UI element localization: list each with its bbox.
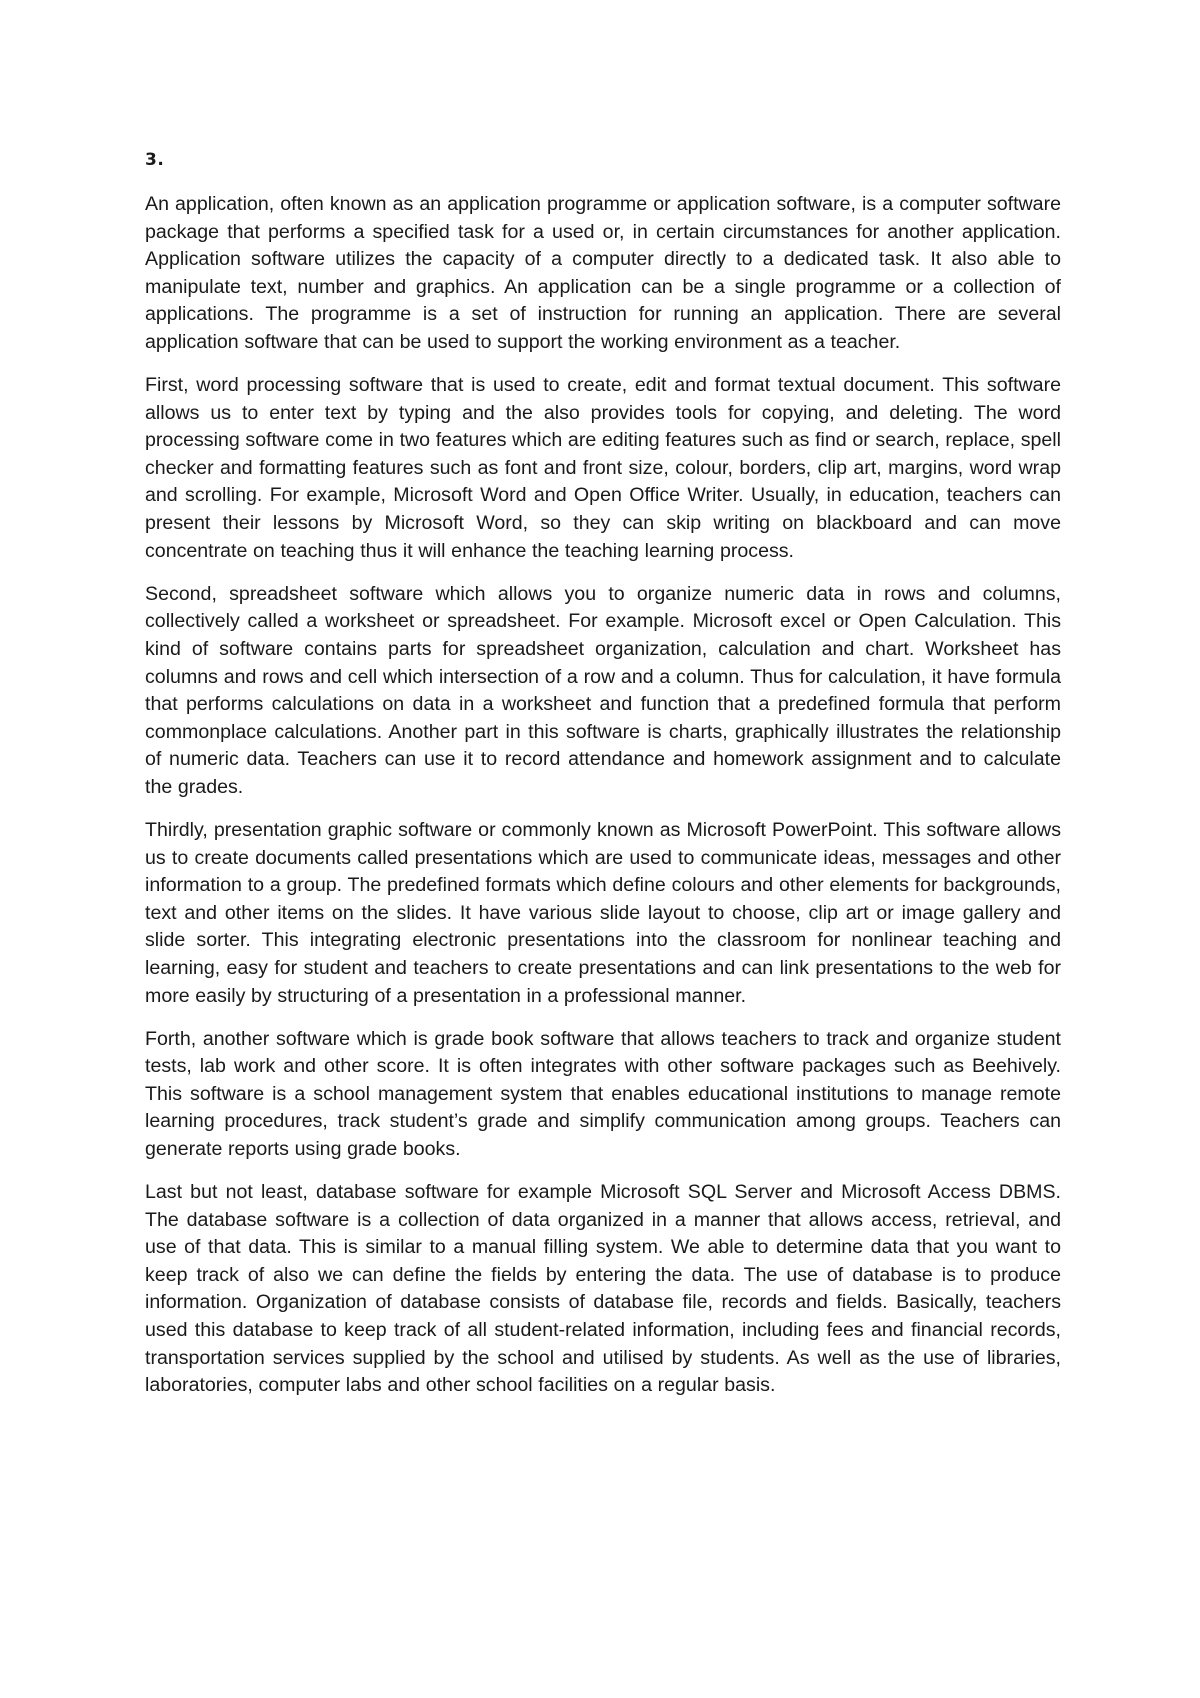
paragraph-grade-book: Forth, another software which is grade book software that allows teachers to track and organize student tests, lab work and other score. It is often integrates with other software packages such as Beehively. This software is a school management system that enables educational institutions to manage remote learning procedures, track student’s grade and simplify communication among groups. Teachers can generate reports using grade books. bbox=[145, 1027, 1061, 1160]
paragraph-spreadsheet: Second, spreadsheet software which allows you to organize numeric data in rows and columns, collectively called a worksheet or spreadsheet. For example. Microsoft excel or Open Calculation. This kind of software contains parts for spreadsheet organization, calculation and chart. Worksheet has columns and rows and cell which intersection of a row and a column. Thus for calculation, it have formula that performs calculations on data in a worksheet and function that a predefined formula that perform commonplace calculations. Another part in this software is charts, graphically illustrates the relationship of numeric data. Teachers can use it to record attendance and homework assignment and to calculate the grades. bbox=[145, 582, 1061, 798]
paragraph-word-processing: First, word processing software that is used to create, edit and format textual document. This software allows us to enter text by typing and the also provides tools for copying, and deleting. The word processing software come in two features which are editing features such as find or search, replace, spell checker and formatting features such as font and front size, colour, borders, clip art, margins, word wrap and scrolling. For example, Microsoft Word and Open Office Writer. Usually, in education, teachers can present their lessons by Microsoft Word, so they can skip writing on blackboard and can move concentrate on teaching thus it will enhance the teaching learning process. bbox=[145, 374, 1061, 562]
paragraph-intro: An application, often known as an application programme or application software, is a computer software package that performs a specified task for a used or, in certain circumstances for another application. Application software utilizes the capacity of a computer directly to a dedicated task. It also able to manipulate text, number and graphics. An application can be a single programme or a collection of applications. The programme is a set of instruction for running an application. There are several application software that can be used to support the working environment as a teacher. bbox=[145, 193, 1061, 353]
paragraph-presentation: Thirdly, presentation graphic software or commonly known as Microsoft PowerPoint. This software allows us to create documents called presentations which are used to communicate ideas, messages and other information to a group. The predefined formats which define colours and other elements for backgrounds, text and other items on the slides. It have various slide layout to choose, clip art or image gallery and slide sorter. This integrating electronic presentations into the classroom for nonlinear teaching and learning, easy for student and teachers to create presentations and can link presentations to the web for more easily by structuring of a presentation in a professional manner. bbox=[145, 818, 1061, 1007]
paragraph-database: Last but not least, database software for example Microsoft SQL Server and Microsoft Access DBMS. The database software is a collection of data organized in a manner that allows access, retrieval, and use of that data. This is similar to a manual filling system. We able to determine data that you want to keep track of also we can define the fields by entering the data. The use of database is to produce information. Organization of database consists of database file, records and fields. Basically, teachers used this database to keep track of all student-related information, including fees and financial records, transportation services supplied by the school and utilised by students. As well as the use of libraries, laboratories, computer labs and other school facilities on a regular basis. bbox=[145, 1181, 1061, 1397]
section-number: 3. bbox=[145, 150, 165, 170]
document-page bbox=[145, 148, 1061, 1415]
